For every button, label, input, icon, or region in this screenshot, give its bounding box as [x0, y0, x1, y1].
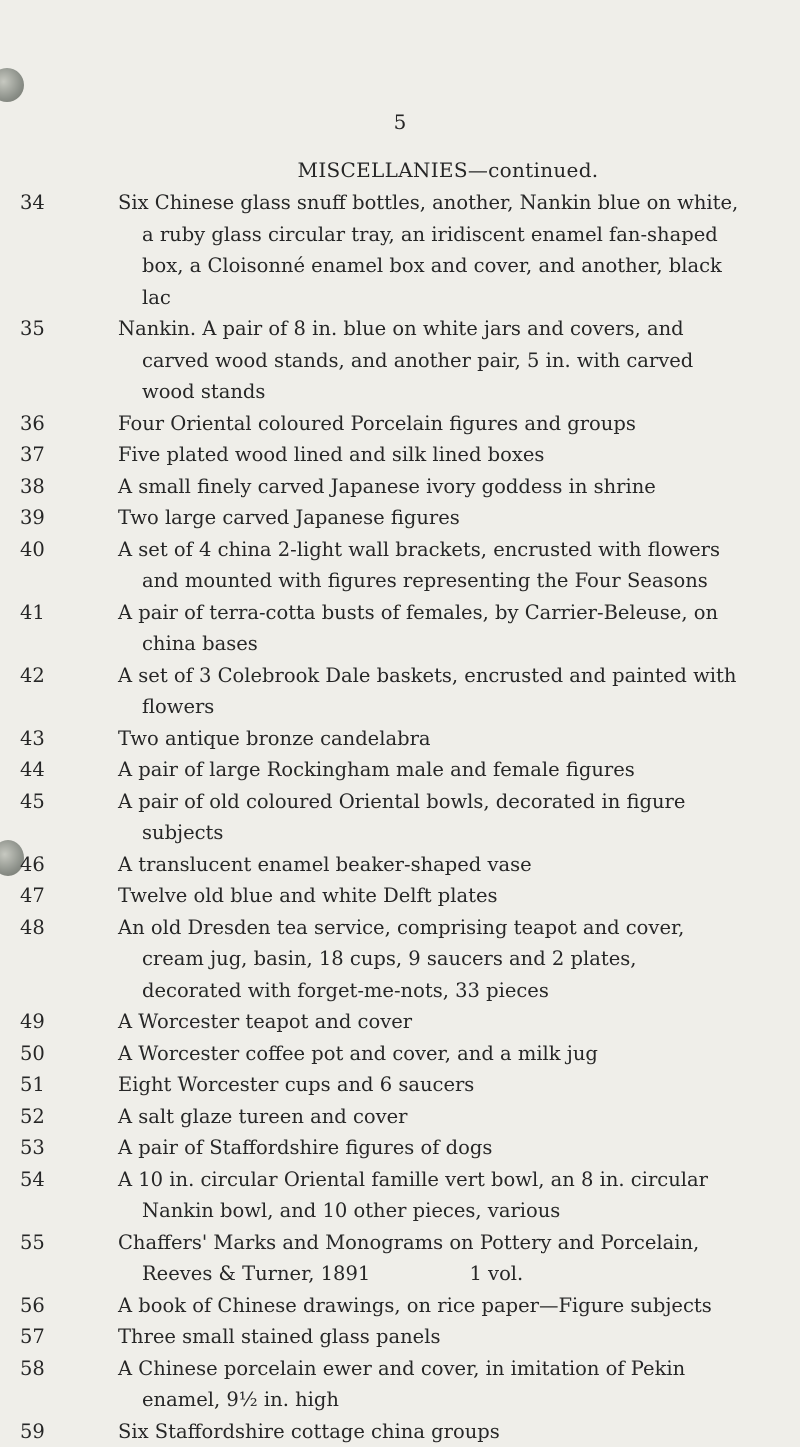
lot-entry	[0, 313, 800, 408]
lot-number: 41	[0, 597, 90, 629]
lot-description: A Worcester coffee pot and cover, and a milk jug	[90, 1038, 742, 1070]
lot-description: Chaffers' Marks and Monograms on Pottery and Porcelain, Reeves & Turner, 1891 1 vol.	[90, 1227, 742, 1290]
lot-number: 54	[0, 1164, 90, 1196]
lot-entry	[0, 439, 800, 471]
lot-description: A set of 3 Colebrook Dale baskets, encrusted and painted with flowers	[90, 660, 742, 723]
lot-number: 46	[0, 849, 90, 881]
lot-number: 48	[0, 912, 90, 944]
lot-description: Six Chinese glass snuff bottles, another, Nankin blue on white, a ruby glass circular tray, an iridiscent enamel fan-shaped box, a Cloisonné enamel box and cover, and another, black lac	[90, 187, 742, 313]
lot-description: A pair of terra-cotta busts of females, by Carrier-Beleuse, on china bases	[90, 597, 742, 660]
lot-description: Five plated wood lined and silk lined boxes	[90, 439, 742, 471]
lot-description: A 10 in. circular Oriental famille vert bowl, an 8 in. circular Nankin bowl, and 10 other pieces, various	[90, 1164, 742, 1227]
lot-entry	[0, 880, 800, 912]
lot-number: 38	[0, 471, 90, 503]
lot-entry	[0, 187, 800, 313]
lot-description: Nankin. A pair of 8 in. blue on white jars and covers, and carved wood stands, and another pair, 5 in. with carved wood stands	[90, 313, 742, 408]
lot-entry	[0, 723, 800, 755]
lot-number: 55	[0, 1227, 90, 1259]
lot-number: 44	[0, 754, 90, 786]
lot-number: 43	[0, 723, 90, 755]
lot-description: A Chinese porcelain ewer and cover, in imitation of Pekin enamel, 9½ in. high	[90, 1353, 742, 1416]
lot-description: A Worcester teapot and cover	[90, 1006, 742, 1038]
lot-number: 42	[0, 660, 90, 692]
lot-number: 59	[0, 1416, 90, 1447]
lot-entry	[0, 471, 800, 503]
binding-hole	[0, 68, 24, 102]
lot-entry	[0, 1353, 800, 1416]
lot-entry	[0, 502, 800, 534]
lot-number: 35	[0, 313, 90, 345]
lot-description: Four Oriental coloured Porcelain figures and groups	[90, 408, 742, 440]
lot-description: A translucent enamel beaker-shaped vase	[90, 849, 742, 881]
lot-list	[0, 187, 800, 1447]
lot-description: Two large carved Japanese figures	[90, 502, 742, 534]
lot-description: A pair of old coloured Oriental bowls, decorated in figure subjects	[90, 786, 742, 849]
lot-entry	[0, 1290, 800, 1322]
lot-entry	[0, 1164, 800, 1227]
lot-entry	[0, 1101, 800, 1133]
lot-number: 50	[0, 1038, 90, 1070]
lot-description: A book of Chinese drawings, on rice paper—Figure subjects	[90, 1290, 742, 1322]
lot-description: A salt glaze tureen and cover	[90, 1101, 742, 1133]
lot-number: 52	[0, 1101, 90, 1133]
lot-number: 51	[0, 1069, 90, 1101]
lot-entry	[0, 408, 800, 440]
lot-description: Three small stained glass panels	[90, 1321, 742, 1353]
lot-number: 49	[0, 1006, 90, 1038]
lot-description: An old Dresden tea service, comprising teapot and cover, cream jug, basin, 18 cups, 9 saucers and 2 plates, decorated with forget-me-nots, 33 pieces	[90, 912, 742, 1007]
lot-entry	[0, 1038, 800, 1070]
lot-entry	[0, 1132, 800, 1164]
lot-number: 36	[0, 408, 90, 440]
lot-number: 57	[0, 1321, 90, 1353]
lot-entry	[0, 1416, 800, 1447]
lot-entry	[0, 660, 800, 723]
lot-number: 40	[0, 534, 90, 566]
lot-description: A set of 4 china 2-light wall brackets, encrusted with flowers and mounted with figures representing the Four Seasons	[90, 534, 742, 597]
page-number: 5	[120, 110, 680, 134]
lot-number: 45	[0, 786, 90, 818]
lot-number: 53	[0, 1132, 90, 1164]
lot-entry	[0, 1006, 800, 1038]
lot-description: Twelve old blue and white Delft plates	[90, 880, 742, 912]
lot-number: 56	[0, 1290, 90, 1322]
lot-entry	[0, 534, 800, 597]
lot-entry	[0, 912, 800, 1007]
lot-entry	[0, 597, 800, 660]
lot-entry	[0, 1227, 800, 1290]
lot-description: Six Staffordshire cottage china groups	[90, 1416, 742, 1447]
lot-number: 58	[0, 1353, 90, 1385]
lot-number: 39	[0, 502, 90, 534]
lot-entry	[0, 1321, 800, 1353]
lot-description: A pair of Staffordshire figures of dogs	[90, 1132, 742, 1164]
section-title: MISCELLANIES—continued.	[158, 158, 738, 182]
lot-description: Two antique bronze candelabra	[90, 723, 742, 755]
lot-description: Eight Worcester cups and 6 saucers	[90, 1069, 742, 1101]
lot-description: A pair of large Rockingham male and female figures	[90, 754, 742, 786]
lot-entry	[0, 1069, 800, 1101]
lot-entry	[0, 754, 800, 786]
lot-number: 47	[0, 880, 90, 912]
lot-number: 34	[0, 187, 90, 219]
lot-number: 37	[0, 439, 90, 471]
lot-entry	[0, 786, 800, 849]
lot-entry	[0, 849, 800, 881]
lot-description: A small finely carved Japanese ivory goddess in shrine	[90, 471, 742, 503]
